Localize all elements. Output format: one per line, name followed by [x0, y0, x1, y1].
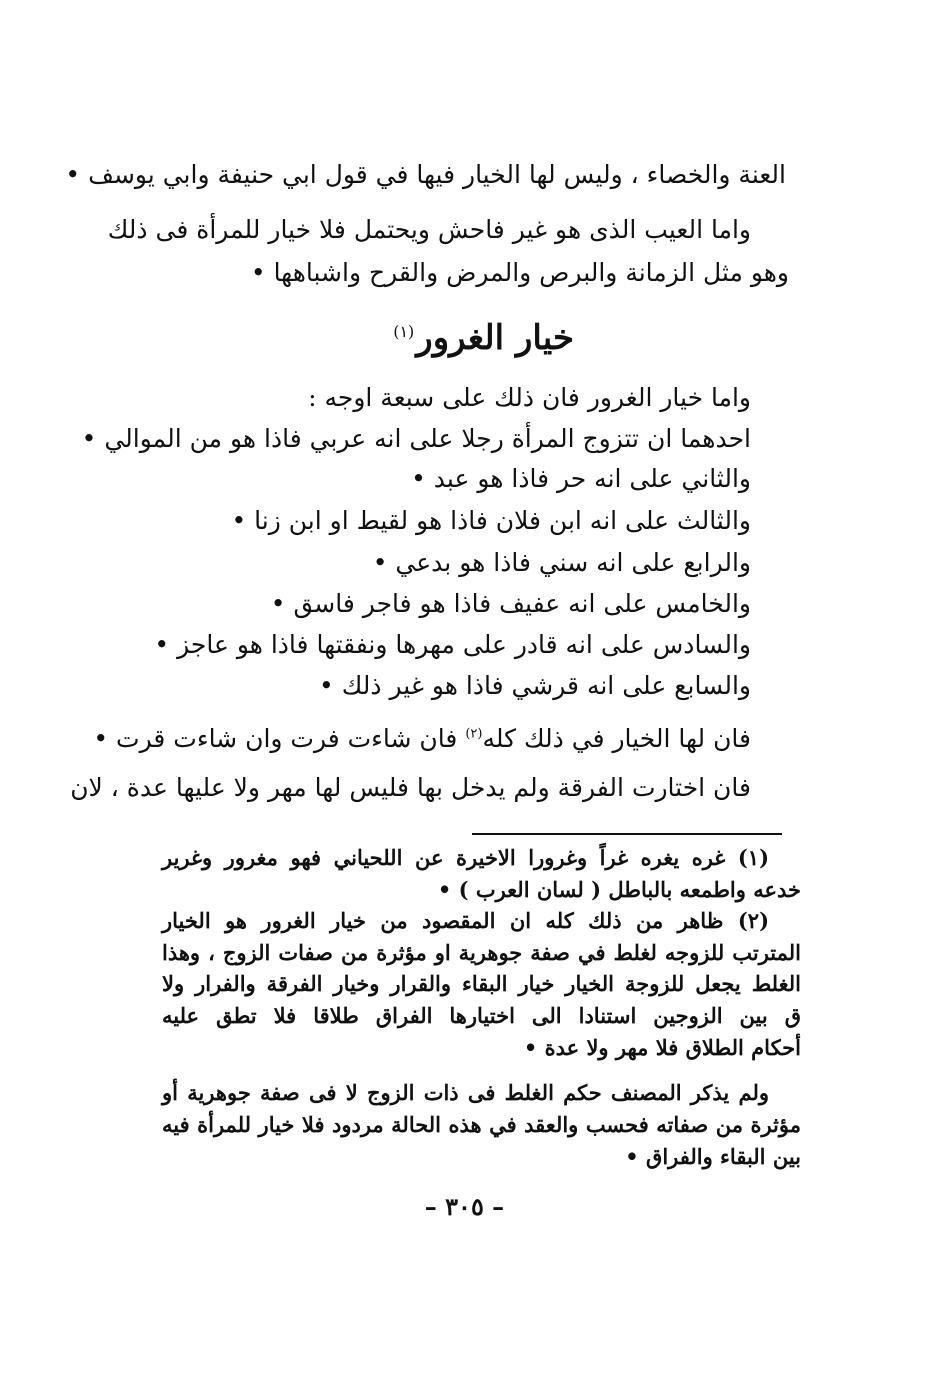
continuation-line-3: وهو مثل الزمانة والبرص والمرض والقرح واشباهها •: [250, 258, 789, 287]
footnote-1-line-1: (١) غره يغره غراً وغرورا الاخيرة عن اللحياني فهو مغرور وغرير: [162, 845, 769, 870]
footnote-2-line-3: الغلط يجعل للزوجة الخيار خيار البقاء والقرار وخيار الفرقة والفرار ولا: [162, 971, 801, 996]
footnote-mark-1: (١): [393, 321, 415, 341]
page-number: – ٣٠٥ –: [424, 1192, 505, 1221]
section-title-text: خيار الغرور: [416, 318, 574, 358]
footnote-1-line-2: خدعه واطمعه بالباطل ( لسان العرب ) •: [437, 877, 801, 902]
section-title: [393, 318, 574, 358]
footnote-2-line-6: ولم يذكر المصنف حكم الغلط فى ذات الزوج لا فى صفة جوهرية أو: [162, 1080, 769, 1105]
continuation-line-2: واما العيب الذى هو غير فاحش ويحتمل فلا خيار للمرأة فى ذلك: [107, 215, 751, 244]
case-line-7: والسابع على انه قرشي فاذا هو غير ذلك •: [319, 671, 751, 700]
ruling-text-end: فان شاءت فرت وان شاءت قرت •: [93, 724, 466, 753]
case-line-1: احدهما ان تتزوج المرأة رجلا على انه عربي فاذا هو من الموالي •: [81, 424, 751, 453]
ruling-text-start: فان لها الخيار في ذلك كله: [482, 724, 751, 753]
case-line-6: والسادس على انه قادر على مهرها ونفقتها فاذا هو عاجز •: [154, 630, 751, 659]
ruling-line: [93, 724, 751, 753]
footnote-2-line-7: مؤثرة من صفاته فحسب والعقد في هذه الحالة مردود فلا خيار للمرأة فيه: [162, 1112, 801, 1137]
last-body-line: فان اختارت الفرقة ولم يدخل بها فليس لها مهر ولا عليها عدة ، لان: [70, 773, 751, 802]
intro-line: واما خيار الغرور فان ذلك على سبعة اوجه :: [308, 383, 751, 412]
footnote-2-line-1: (٢) ظاهر من ذلك كله ان المقصود من خيار الغرور هو الخيار: [162, 908, 769, 933]
case-line-4: والرابع على انه سني فاذا هو بدعي •: [372, 548, 751, 577]
footnote-2-line-2: المترتب للزوجه لغلط في صفة جوهرية او مؤثرة من صفات الزوج ، وهذا: [162, 940, 801, 965]
case-line-5: والخامس على انه عفيف فاذا هو فاجر فاسق •: [270, 589, 751, 618]
case-line-2: والثاني على انه حر فاذا هو عبد •: [411, 464, 751, 493]
footnote-2-line-5: أحكام الطلاق فلا مهر ولا عدة •: [523, 1035, 801, 1060]
footnote-separator: [472, 833, 782, 835]
footnote-mark-2: (٢): [465, 726, 483, 742]
footnote-2-line-4: ق بين الزوجين استنادا الى اختيارها الفراق طلاقا فلا تطق عليه: [162, 1003, 801, 1028]
footnote-2-line-8: بين البقاء والفراق •: [625, 1144, 801, 1169]
continuation-line-1: العنة والخصاء ، وليس لها الخيار فيها في قول ابي حنيفة وابي يوسف •: [65, 160, 786, 189]
case-line-3: والثالث على انه ابن فلان فاذا هو لقيط او ابن زنا •: [231, 506, 751, 535]
